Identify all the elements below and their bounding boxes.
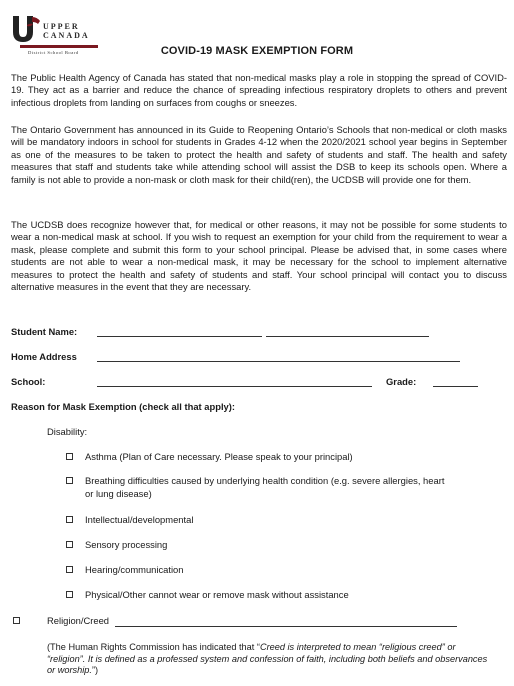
note-italic: Creed is interpreted to mean “religious creed” or “religion”. It is defined as a professed system and confession of faith, including both beliefs and observances or worship. <box>47 642 488 676</box>
physical-option-label: Physical/Other cannot wear or remove mask without assistance <box>85 589 349 600</box>
hearing-option-label: Hearing/communication <box>85 564 184 575</box>
intro-paragraph-3: The UCDSB does recognize however that, for medical or other reasons, it may not be possible for some students to wear a non-medical mask at school. If you wish to request an exemption for your child from the requirement to wear a mask, please complete and submit this form to your school principal. Please be advised that, in some cases where students are not able to wear a non-medical mask, it may be necessary for the school to implement alternative measures to protect the health and safety of students and staff. Your school principal will contact you to discuss alternative measures in the event that they are necessary. <box>11 219 507 293</box>
intellectual-option-label: Intellectual/developmental <box>85 514 194 525</box>
religion-field[interactable] <box>115 626 457 627</box>
asthma-option-label: Asthma (Plan of Care necessary. Please speak to your principal) <box>85 451 353 462</box>
grade-field[interactable] <box>433 386 478 387</box>
logo-subtitle: District School Board <box>28 50 79 55</box>
logo-text-upper: UPPER <box>43 22 80 31</box>
student-name-field-last[interactable] <box>266 336 429 337</box>
intro-paragraph-1: The Public Health Agency of Canada has stated that non-medical masks play a role in stopping the spread of COVID-19. They act as a barrier and reduce the chance of spreading infectious respiratory droplets to others and prevent infectious droplets from landing on surfaces from coughs or sneezes. <box>11 72 507 108</box>
disability-label: Disability: <box>47 426 88 437</box>
grade-label: Grade: <box>386 376 417 387</box>
note-close: ”) <box>91 665 99 676</box>
physical-checkbox[interactable] <box>66 591 73 598</box>
breathing-option-label: Breathing difficulties caused by underlying health condition (e.g. severe allergies, heart <box>85 475 445 486</box>
school-label: School: <box>11 376 46 387</box>
note-open: (The Human Rights Commission has indicated that “ <box>47 642 260 652</box>
form-title: COVID-19 MASK EXEMPTION FORM <box>160 45 354 57</box>
asthma-checkbox[interactable] <box>66 453 73 460</box>
home-address-label: Home Address <box>11 351 77 362</box>
logo-text-canada: CANADA <box>43 31 90 40</box>
religion-checkbox[interactable] <box>13 617 20 624</box>
breathing-option-label-cont: or lung disease) <box>85 488 152 499</box>
sensory-checkbox[interactable] <box>66 541 73 548</box>
school-field[interactable] <box>97 386 372 387</box>
home-address-field[interactable] <box>97 361 460 362</box>
religion-label: Religion/Creed <box>47 615 110 626</box>
reason-heading: Reason for Mask Exemption (check all that apply): <box>11 401 236 412</box>
intellectual-checkbox[interactable] <box>66 516 73 523</box>
intro-paragraph-2: The Ontario Government has announced in its Guide to Reopening Ontario’s Schools that non-medical or cloth masks will be mandatory indoors in school for students in Grades 4-12 when the 2020/2021 school year begins in September as one of the measures to be taken to protect the health and safety of students and staff. The health and safety measures that staff and students take while attending school will assist the DSB to keep its schools open. Where a family is not able to provide a non-mask or cloth mask for their child(ren), the UCDSB will provide one for them. <box>11 124 507 185</box>
student-name-label: Student Name: <box>11 326 78 337</box>
breathing-checkbox[interactable] <box>66 477 73 484</box>
student-name-field-first[interactable] <box>97 336 262 337</box>
human-rights-note <box>47 642 495 677</box>
hearing-checkbox[interactable] <box>66 566 73 573</box>
uc-logo-mark-icon <box>10 14 44 44</box>
sensory-option-label: Sensory processing <box>85 539 168 550</box>
